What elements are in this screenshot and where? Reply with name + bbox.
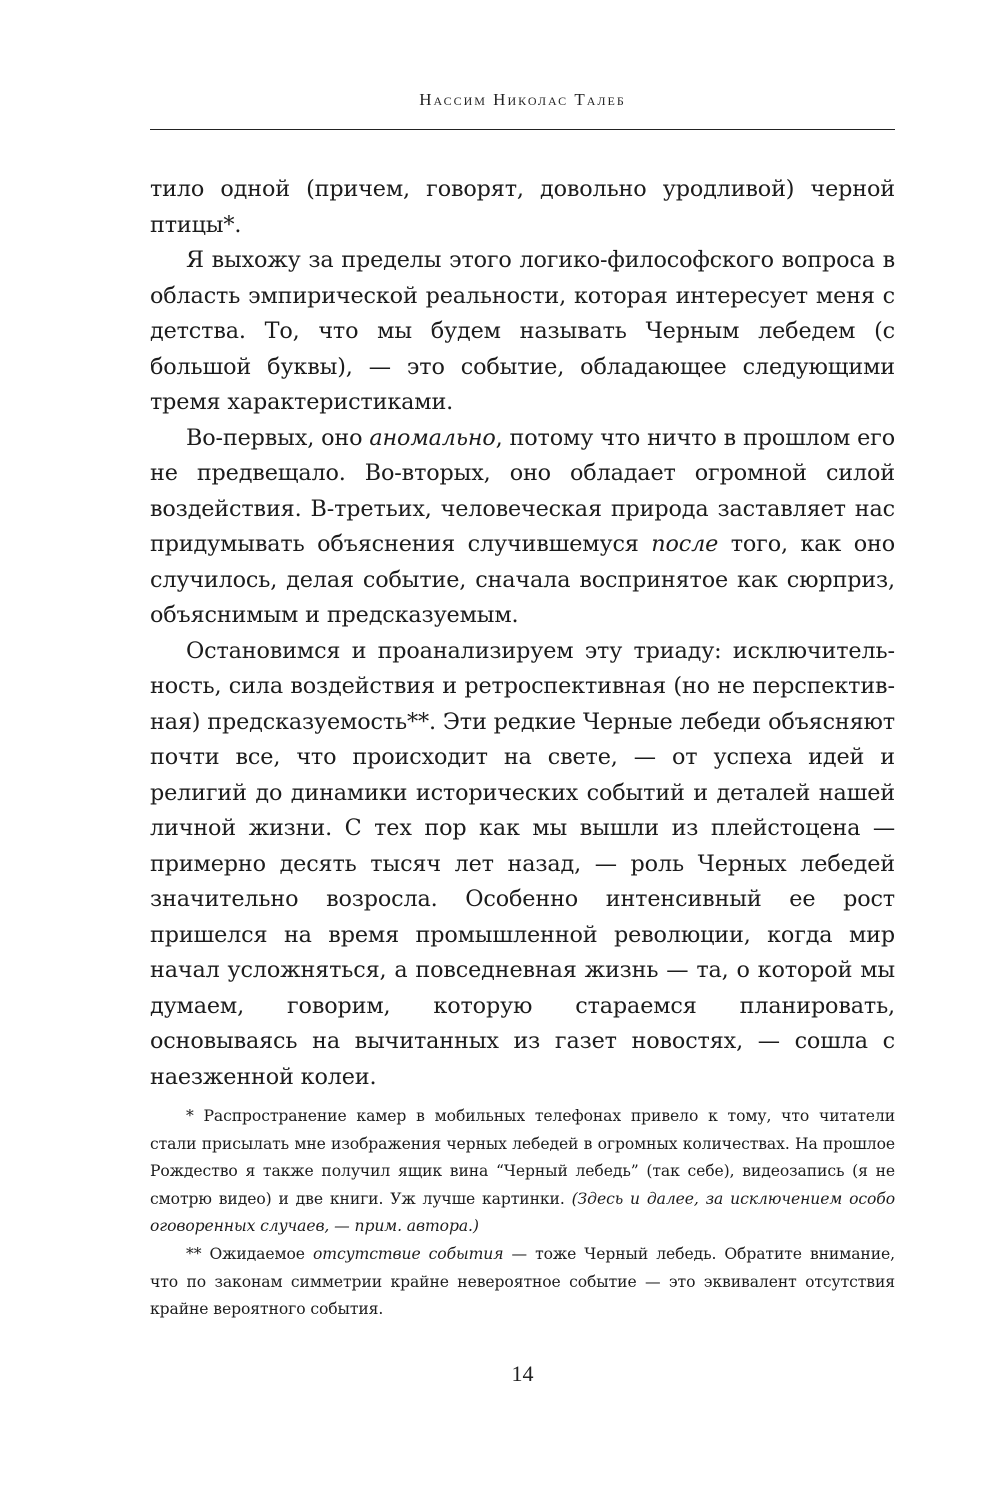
header-rule: [150, 129, 895, 130]
footnote-2-emphasis: отсутствие события: [313, 1244, 504, 1263]
footnote-1: [150, 1103, 895, 1241]
running-head: Нассим Николас Талеб: [419, 90, 626, 109]
footnote-2: [150, 1241, 895, 1324]
footnote-2-part-a: ** Ожидаемое: [186, 1244, 313, 1263]
paragraph-3-emphasis-2: после: [651, 531, 719, 557]
paragraph-3-part-b: , потому что ничто в прошлом его не предвещало. Во-вторых, оно обладает огромной силой воздействия. В-третьих, человеческая природа заставляет нас придумывать объяснения случившемуся: [150, 424, 895, 557]
paragraph-2: Я выхожу за пределы этого логико-философского вопроса в область эмпирической реальности, которая интересует меня с детства. То, что мы будем называть Черным лебедем (с большой буквы), — это событие, обладающее следующими тремя характеристиками.: [150, 247, 895, 415]
footnote-1-text: * Распространение камер в мобильных телефонах привело к тому, что читатели стали присылать мне изображения черных лебедей в огромных количествах. На прошлое Рождество я также получил ящик вина “Черный лебедь” (так себе), видеозапись (я не смотрю видео) и две книги. Уж лучше картинки.: [150, 1107, 895, 1208]
paragraph-3: [150, 421, 895, 634]
paragraph-4: Остановимся и проанализируем эту триаду: исключительность, сила воздействия и ретроспективная (но не перспективная) предсказуемость**. Эти редкие Черные лебеди объясняют почти все, что происходит на свете, — от успеха идей и религий до динамики исторических событий и деталей нашей личной жизни. С тех пор как мы вышли из плейстоцена — примерно десять тысяч лет назад, — роль Черных лебедей значительно возросла. Особенно интенсивный ее рост пришелся на время промышленной революции, когда мир начал усложняться, а повседневная жизнь — та, о которой мы думаем, говорим, которую стараемся планировать, основываясь на вычитанных из газет новостях, — сошла с наезженной колеи.: [150, 637, 895, 1090]
footnote-2-part-b: — тоже Черный лебедь. Обратите внимание, что по законам симметрии крайне невероятное событие — это эквивалент отсутствия крайне вероятного события.: [150, 1244, 896, 1319]
paragraph-3-part-a: Во-первых, оно: [186, 424, 370, 451]
main-text: [150, 172, 895, 1095]
footnote-1-emphasis: (Здесь и далее, за исключением особо оговоренных случаев, — прим. автора.): [150, 1189, 895, 1236]
paragraph-1: тило одной (причем, говорят, довольно уродливой) черной птицы*.: [150, 176, 895, 238]
page-number: 14: [511, 1361, 534, 1386]
paragraph-3-part-c: того, как оно случилось, делая событие, сначала воспринятое как сюрприз, объяснимым и предсказуемым.: [150, 531, 895, 628]
footnotes: [150, 1103, 895, 1324]
paragraph-3-emphasis-1: аномально: [369, 424, 496, 451]
